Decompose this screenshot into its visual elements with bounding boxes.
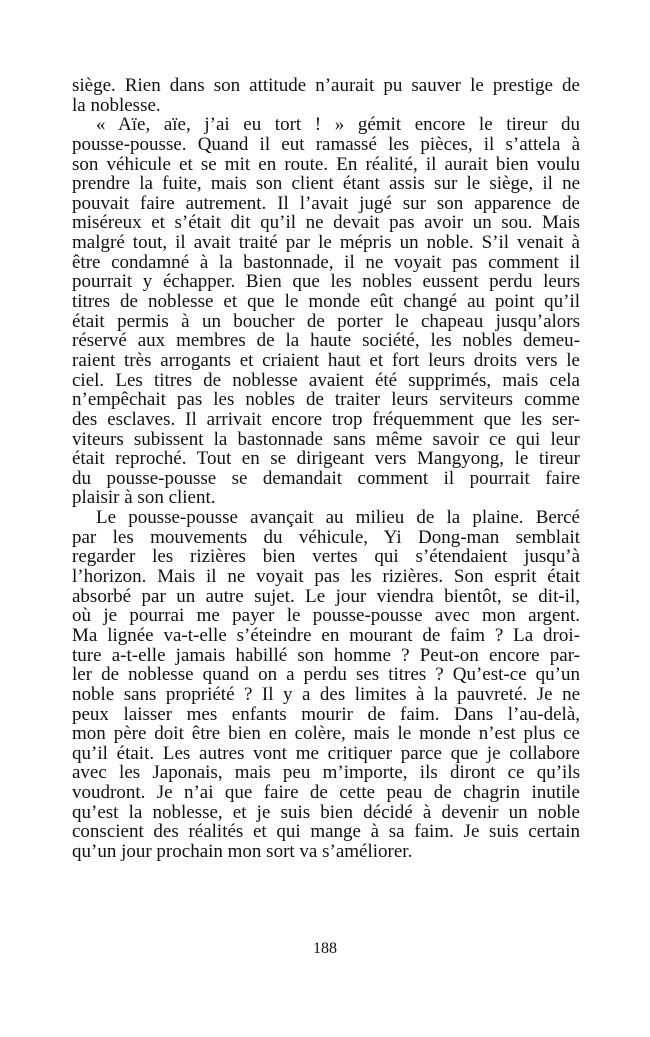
text-line: qu’un jour prochain mon sort va s’améliorer. [72, 840, 413, 862]
text-line: voudront. Je n’ai que faire de cette peau de chagrin inutile [72, 782, 580, 804]
text-line: était reproché. Tout en se dirigeant vers Mangyong, le tireur [72, 448, 580, 470]
text-line: siège. Rien dans son attitude n’aurait pu sauver le prestige de [72, 75, 580, 96]
text-line: pouvait faire autrement. Il l’avait jugé sur son apparence de [72, 192, 580, 214]
text-line: Ma lignée va-t-elle s’éteindre en mourant de faim ? La droi- [72, 624, 580, 646]
text-line: ture a-t-elle jamais habillé son homme ? Peut-on encore par- [72, 644, 580, 666]
text-line: peux laisser mes enfants mourir de faim. Dans l’au-delà, [72, 703, 580, 725]
text-line: noble sans propriété ? Il y a des limites à la pauvreté. Je ne [72, 683, 580, 705]
text-line: son véhicule et se mit en route. En réalité, il aurait bien voulu [72, 153, 580, 175]
text-line: ler de noblesse quand on a perdu ses titres ? Qu’est-ce qu’un [72, 664, 580, 686]
page-number: 188 [313, 940, 337, 957]
text-line: pousse-pousse. Quand il eut ramassé les pièces, il s’attela à [72, 133, 580, 155]
text-line: titres de noblesse et que le monde eût changé au point qu’il [72, 291, 580, 313]
text-line: qu’il était. Les autres vont me critiquer parce que je collabore [72, 742, 580, 764]
text-line: être condamné à la bastonnade, il ne voyait pas comment il [72, 251, 580, 273]
text-line: la noblesse. [72, 94, 161, 116]
text-line: avec les Japonais, mais peu m’importe, ils diront ce qu’ils [72, 762, 580, 784]
text-line: regarder les rizières bien vertes qui s’étendaient jusqu’à [72, 546, 580, 568]
text-line: qu’est la noblesse, et je suis bien décidé à devenir un noble [72, 801, 580, 823]
text-line: par les mouvements du véhicule, Yi Dong-man semblait [72, 526, 580, 548]
text-line: malgré tout, il avait traité par le mépris un noble. S’il venait à [72, 232, 580, 254]
text-line: conscient des réalités et qui mange à sa faim. Je suis certain [72, 821, 580, 843]
text-line: prendre la fuite, mais son client étant assis sur le siège, il ne [72, 173, 580, 195]
text-line: raient très arrogants et criaient haut et fort leurs droits vers le [72, 349, 580, 371]
text-line: l’horizon. Mais il ne voyait pas les rizières. Son esprit était [72, 566, 580, 588]
text-line: plaisir à son client. [72, 487, 216, 509]
text-line: réservé aux membres de la haute société, les nobles demeu- [72, 330, 580, 352]
text-line: miséreux et s’était dit qu’il ne devait pas avoir un sou. Mais [72, 212, 580, 234]
text-line: « Aïe, aïe, j’ai eu tort ! » gémit encore le tireur du [96, 114, 580, 136]
body-text [72, 76, 580, 862]
text-line: Le pousse-pousse avançait au milieu de la plaine. Bercé [96, 507, 580, 529]
text-line: du pousse-pousse se demandait comment il pourrait faire [72, 467, 580, 489]
text-line: n’empêchait pas les nobles de traiter leurs serviteurs comme [72, 389, 580, 411]
text-line: était permis à un boucher de porter le chapeau jusqu’alors [72, 310, 580, 332]
text-line: viteurs subissent la bastonnade sans même savoir ce qui leur [72, 428, 580, 450]
text-line: des esclaves. Il arrivait encore trop fréquemment que les ser- [72, 408, 580, 430]
text-line: absorbé par un autre sujet. Le jour viendra bientôt, se dit-il, [72, 585, 580, 607]
text-line: mon père doit être bien en colère, mais le monde n’est plus ce [72, 723, 580, 745]
text-line: pourrait y échapper. Bien que les nobles eussent perdu leurs [72, 271, 580, 293]
text-line: ciel. Les titres de noblesse avaient été supprimés, mais cela [72, 369, 580, 391]
text-line: où je pourrai me payer le pousse-pousse avec mon argent. [72, 605, 580, 627]
